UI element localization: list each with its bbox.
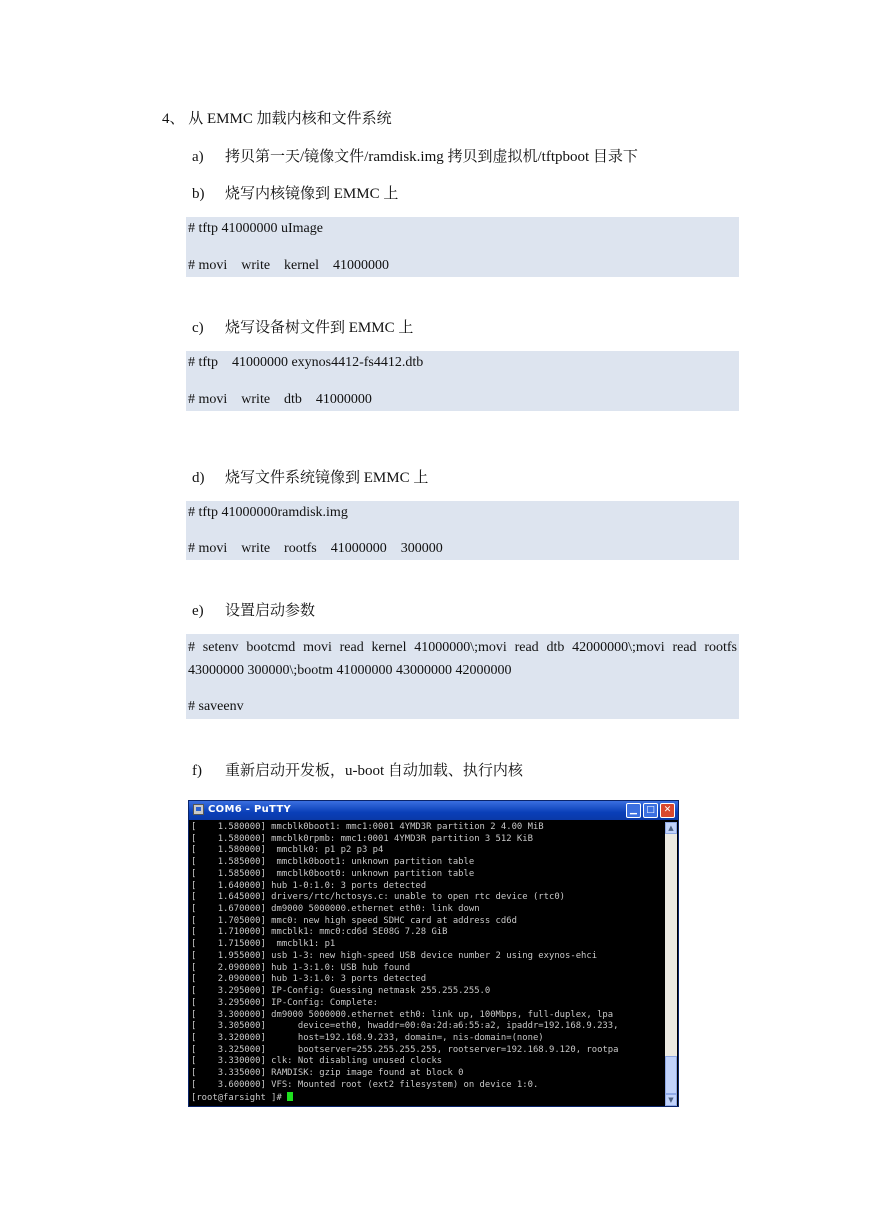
code-line: # tftp 41000000 exynos4412-fs4412.dtb [188,355,424,370]
terminal-line: [ 1.955000] usb 1-3: new high-speed USB device number 2 using exynos-ehci [191,950,598,961]
step-text: 重新启动开发板，u-boot 自动加载、执行内核 [225,763,523,779]
terminal-line: [ 1.580000] mmcblk0rpmb: mmc1:0001 4YMD3R partition 3 512 KiB [191,833,533,844]
step-label: e) [192,603,204,619]
code-line: # movi write kernel 41000000 [188,258,390,273]
terminal-scrollbar[interactable] [665,822,677,1106]
step-e [192,599,315,620]
step-text: 烧写文件系统镜像到 EMMC 上 [225,470,429,486]
maximize-icon[interactable]: □ [643,803,658,818]
terminal-line: [ 1.585000] mmcblk0boot0: unknown partition table [191,868,475,879]
code-line: # tftp 41000000 uImage [188,221,323,236]
step-c [192,316,413,337]
minimize-icon[interactable]: ▁ [626,803,641,818]
putty-app-icon[interactable] [193,804,204,815]
code-block-kernel [186,217,739,277]
step-label: b) [192,186,205,202]
shell-prompt: [root@farsight ]# [191,1092,288,1103]
window-titlebar[interactable] [189,801,678,820]
terminal-line: [ 1.645000] drivers/rtc/hctosys.c: unable to open rtc device (rtc0) [191,892,566,903]
step-a [192,145,638,166]
terminal-line: [ 2.090000] hub 1-3:1.0: 3 ports detected [191,974,427,985]
step-label: d) [192,470,205,486]
terminal-line: [ 3.300000] dm9000 5000000.ethernet eth0: link up, 100Mbps, full-duplex, lpa [191,1009,614,1020]
terminal-line: [ 3.330000] clk: Not disabling unused clocks [191,1056,443,1067]
code-block-bootargs [186,634,739,719]
window-title: COM6 - PuTTY [208,804,292,815]
code-line: # setenv bootcmd movi read kernel 41000000\;movi read dtb 42000000\;movi read rootfs 43000000 300000\;bootm 41000000 43000000 42000000 [188,640,737,678]
putty-window [188,800,679,1107]
shell-prompt-line [191,1092,665,1105]
section-heading: 4、 从 EMMC 加载内核和文件系统 [162,111,392,127]
step-text: 烧写设备树文件到 EMMC 上 [225,320,414,336]
text-cursor [287,1092,293,1101]
terminal-line: [ 1.705000] mmc0: new high speed SDHC card at address cd6d [191,915,517,926]
terminal-line: [ 1.585000] mmcblk0boot1: unknown partition table [191,857,475,868]
step-label: f) [192,763,202,779]
step-label: a) [192,149,204,165]
code-line: # movi write dtb 41000000 [188,392,372,407]
step-f [192,759,523,780]
terminal-line: [ 1.710000] mmcblk1: mmc0:cd6d SE08G 7.28 GiB [191,927,448,938]
terminal-line: [ 1.670000] dm9000 5000000.ethernet eth0: link down [191,904,480,915]
terminal-line: [ 3.295000] IP-Config: Guessing netmask 255.255.255.0 [191,986,491,997]
code-line: # tftp 41000000ramdisk.img [188,505,348,520]
terminal-line: [ 3.320000] host=192.168.9.233, domain=, nis-domain=(none) [191,1032,544,1043]
step-text: 烧写内核镜像到 EMMC 上 [225,186,399,202]
terminal-output[interactable] [191,822,665,1106]
terminal-line: [ 3.325000] bootserver=255.255.255.255, rootserver=192.168.9.120, rootpa [191,1044,619,1055]
step-b [192,182,398,203]
terminal-line: [ 1.715000] mmcblk1: p1 [191,939,336,950]
close-icon[interactable]: ✕ [660,803,675,818]
scroll-up-icon[interactable]: ▲ [665,822,677,834]
step-label: c) [192,320,204,336]
terminal-line: [ 3.305000] device=eth0, hwaddr=00:0a:2d:a6:55:a2, ipaddr=192.168.9.233, [191,1021,619,1032]
terminal-line: [ 1.580000] mmcblk0boot1: mmc1:0001 4YMD3R partition 2 4.00 MiB [191,822,544,832]
terminal-line: [ 3.600000] VFS: Mounted root (ext2 filesystem) on device 1:0. [191,1079,539,1090]
terminal-line: [ 3.335000] RAMDISK: gzip image found at block 0 [191,1068,464,1079]
code-block-rootfs [186,501,739,560]
step-d [192,466,428,487]
terminal-line: [ 1.640000] hub 1-0:1.0: 3 ports detected [191,880,427,891]
terminal-line: [ 1.580000] mmcblk0: p1 p2 p3 p4 [191,845,384,856]
scroll-down-icon[interactable]: ▼ [665,1094,677,1106]
terminal-line: [ 3.295000] IP-Config: Complete: [191,997,379,1008]
code-line: # movi write rootfs 41000000 300000 [188,541,443,556]
terminal-line: [ 2.090000] hub 1-3:1.0: USB hub found [191,962,411,973]
step-text: 设置启动参数 [225,603,316,619]
code-block-dtb [186,351,739,411]
code-line: # saveenv [188,699,244,714]
scroll-thumb[interactable] [665,1056,677,1094]
step-text: 拷贝第一天/镜像文件/ramdisk.img 拷贝到虚拟机/tftpboot 目录下 [225,149,638,165]
